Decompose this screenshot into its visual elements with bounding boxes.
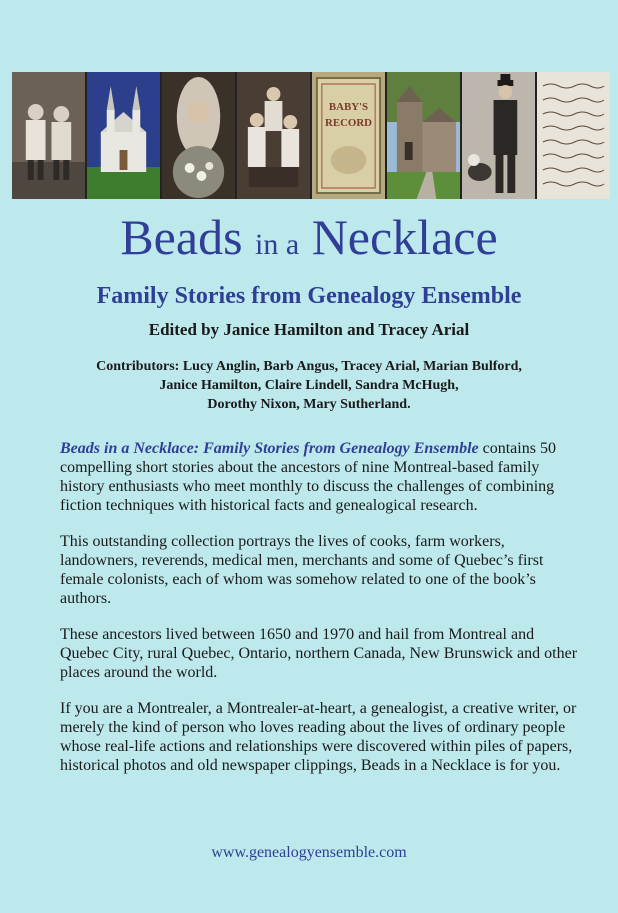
contributors-line: Janice Hamilton, Claire Lindell, Sandra McHugh, bbox=[159, 378, 459, 393]
photo-two-children bbox=[12, 72, 85, 199]
blurb-paragraph-4: If you are a Montrealer, a Montrealer-at-heart, a genealogist, a creative writer, or merely the kind of person who loves reading about the lives of ordinary people whose real-life actions and relationships were discovered within piles of papers, historical photos and old newspaper clippings, Beads in a Necklace is for you. bbox=[60, 700, 577, 774]
svg-text:RECORD: RECORD bbox=[325, 116, 372, 130]
title-word-beads: Beads bbox=[120, 209, 243, 265]
blurb bbox=[60, 439, 580, 792]
photo-man-with-dog bbox=[462, 72, 535, 199]
photo-strip bbox=[12, 72, 610, 199]
editors-line: Edited by Janice Hamilton and Tracey Arial bbox=[148, 320, 470, 339]
blurb-intro-title: Beads in a Necklace: Family Stories from Genealogy Ensemble bbox=[60, 440, 479, 457]
contributors-line: Contributors: Lucy Anglin, Barb Angus, Tracey Arial, Marian Bulford, bbox=[96, 359, 522, 374]
blurb-intro-text: contains 50 compelling short stories about the ancestors of nine Montreal-based family history enthusiasts who meet monthly to discuss the challenges of combining fiction techniques with historical facts and genealogical research. bbox=[60, 440, 556, 514]
photo-church bbox=[87, 72, 160, 199]
website-link[interactable]: www.genealogyensemble.com bbox=[211, 844, 407, 861]
contributors-line: Dorothy Nixon, Mary Sutherland. bbox=[207, 397, 411, 412]
photo-handwritten-document bbox=[537, 72, 610, 199]
blurb-paragraph-3: These ancestors lived between 1650 and 1970 and hail from Montreal and Quebec City, rural Quebec, Ontario, northern Canada, New Brunswick and other places around the world. bbox=[60, 626, 578, 681]
blurb-paragraph-2: This outstanding collection portrays the lives of cooks, farm workers, landowners, reverends, medical men, merchants and some of Quebec’s first female colonists, each of whom was somehow related to one of the book’s authors. bbox=[60, 533, 544, 607]
photo-babys-record bbox=[312, 72, 385, 199]
blurb-paragraph-1 bbox=[60, 439, 580, 515]
photo-three-girls bbox=[237, 72, 310, 199]
book-subtitle: Family Stories from Genealogy Ensemble bbox=[96, 283, 522, 309]
svg-text:BABY'S: BABY'S bbox=[328, 100, 369, 114]
photo-bride bbox=[162, 72, 235, 199]
title-word-necklace: Necklace bbox=[311, 209, 498, 265]
book-title bbox=[0, 206, 618, 276]
title-words-in-a: in a bbox=[255, 228, 300, 261]
photo-stone-church bbox=[387, 72, 460, 199]
contributors-list bbox=[40, 357, 578, 414]
